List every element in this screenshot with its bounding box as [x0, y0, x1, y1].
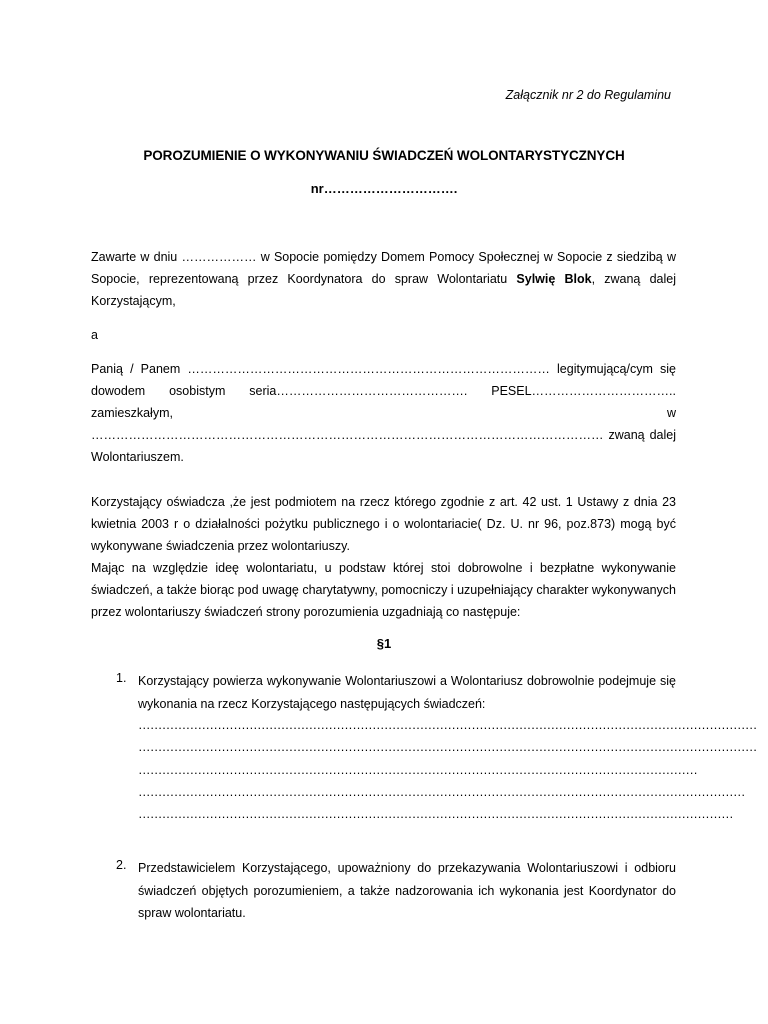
section-heading: §1: [376, 636, 392, 651]
document-number: nr………………………….: [310, 181, 458, 196]
fill-line-4: ………………………………………………………………………………………………………………………………………: [138, 785, 745, 799]
item-1-text: Korzystający powierza wykonywanie Wolontariuszowi a Wolontariusz dobrowolnie podejmuje się wykonania na rzecz Korzystającego następujących świadczeń:: [138, 674, 676, 711]
intro-paragraph: [91, 246, 676, 312]
conjunction-and: a: [91, 328, 98, 342]
fill-line-3: ……………………………………………………………………………………………………………………………: [138, 763, 698, 777]
item-2-number: 2.: [116, 858, 127, 872]
intro-text-part2: , zwaną dalej Korzystającym,: [91, 272, 676, 308]
item-2-text: Przedstawicielem Korzystającego, upoważniony do przekazywania Wolontariuszowi i odbioru świadczeń objętych porozumieniem, a także nadzorowania ich wykonania jest Koordynator do spraw wolontariatu.: [138, 861, 676, 920]
fill-line-5: ……………………………………………………………………………………………………………………………………: [138, 807, 734, 821]
fill-line-2: …………………………………………………………………………………………………………………………………………: [138, 740, 757, 754]
intro-text-part1: Zawarte w dniu ……………… w Sopocie pomiędzy Domem Pomocy Społecznej w Sopocie z siedzibą w Sopocie, reprezentowaną przez Koordynatora do spraw Wolontariatu: [91, 250, 676, 286]
volunteer-paragraph: Panią / Panem …………………………………………………………………………… legitymującą/cym się dowodem osobistym seria………………………………………. PESEL…………………………….. zamieszkałym, w …………………………………………………………………………………………………………… zwaną dalej Wolontariuszem.: [91, 362, 676, 464]
coordinator-name: Sylwię Blok: [516, 272, 592, 286]
declaration-paragraph-1: Korzystający oświadcza ,że jest podmiotem na rzecz którego zgodnie z art. 42 ust. 1 Ustawy z dnia 23 kwietnia 2003 r o działalności pożytku publicznego i o wolontariacie( Dz. U. nr 96, poz.873) mogą być wykonywane świadczenia przez wolontariuszy.: [91, 495, 676, 553]
document-title: POROZUMIENIE O WYKONYWANIU ŚWIADCZEŃ WOLONTARYSTYCZNYCH: [143, 148, 625, 163]
declaration-paragraph-2: Mając na względzie ideę wolontariatu, u podstaw której stoi dobrowolne i bezpłatne wykonywanie świadczeń, a także biorąc pod uwagę charytatywny, pomocniczy i uzupełniający charakter wykonywanych przez wolontariuszy świadczeń strony porozumienia uzgadniają co następuje:: [91, 561, 676, 619]
item-1-number: 1.: [116, 671, 127, 685]
annex-note: Załącznik nr 2 do Regulaminu: [505, 88, 671, 102]
fill-line-1: …………………………………………………………………………………………………………………………………………: [138, 718, 757, 732]
